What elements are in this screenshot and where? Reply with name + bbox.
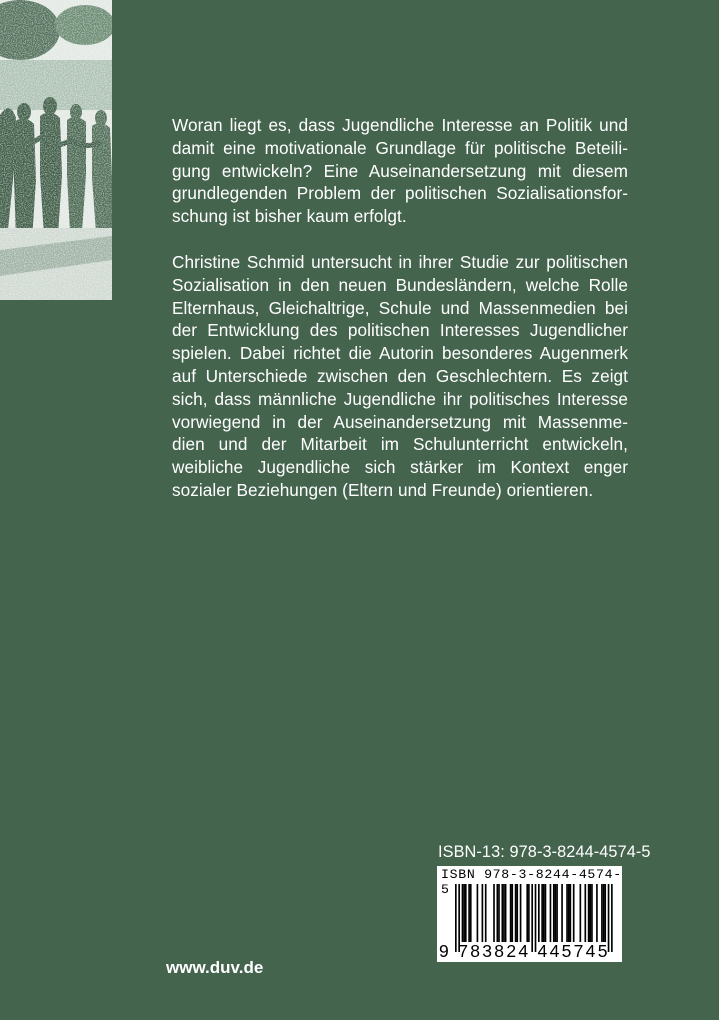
barcode-digits: 9 783824 445745 [439,941,610,961]
blurb-paragraph-1 [172,114,628,228]
blurb-line: weibliche Jugendliche sich stärker im Kontext enger [172,457,628,478]
blurb-line: Christine Schmid untersucht in ihrer Studie zur politischen [172,252,628,272]
barcode-isbn-text: ISBN 978-3-8244-4574-5 [441,867,622,897]
blurb-line: vorwiegend in der Auseinandersetzung mit Massenme- [172,411,628,432]
blurb-line: spielen. Dabei richtet die Autorin besonderes Augenmerk [172,343,628,364]
blurb-line: sozialer Beziehungen (Eltern und Freunde) orientieren. [172,479,594,500]
blurb-line: grundlegenden Problem der politischen Sozialisationsfor- [172,183,628,204]
blurb-line: Sozialisation in den neuen Bundesländern, welche Rolle [172,274,628,295]
isbn-barcode [437,866,622,962]
isbn-label: ISBN-13: 978-3-8244-4574-5 [438,843,651,861]
blurb-line: auf Unterschiede zwischen den Geschlechtern. Es zeigt [172,365,628,386]
publisher-website: www.duv.de [166,958,264,977]
blurb-line: damit eine motivationale Grundlage für politische Beteili- [172,137,628,158]
blurb-line: sich, dass männliche Jugendliche ihr politisches Interesse [172,388,628,409]
blurb-line: dien und der Mitarbeit im Schulunterricht entwickeln, [172,434,628,455]
blurb-line: Elternhaus, Gleichaltrige, Schule und Massenmedien bei [172,297,628,318]
cover-photo-people-silhouettes [0,0,112,300]
blurb-line: der Entwicklung des politischen Interesses Jugendlicher [172,320,628,341]
blurb-line: gung entwickeln? Eine Auseinandersetzung mit diesem [172,160,628,181]
blurb-line: Woran liegt es, dass Jugendliche Interesse an Politik und [172,115,628,135]
blurb-line: schung ist bisher kaum erfolgt. [172,206,407,227]
blurb-paragraph-2 [172,251,628,502]
